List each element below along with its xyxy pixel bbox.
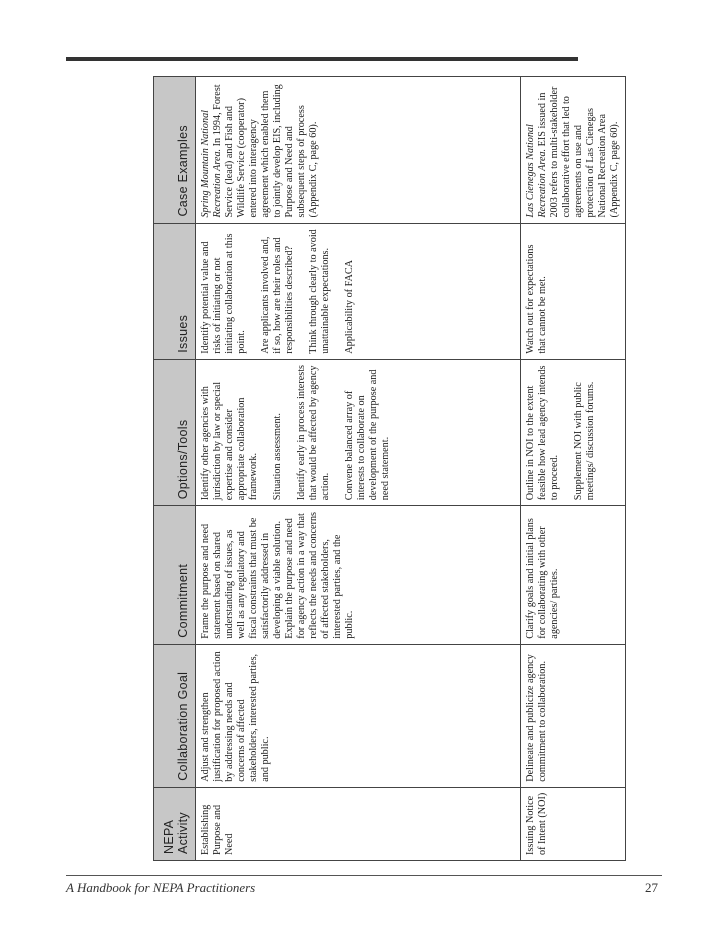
header-commitment: Commitment — [154, 506, 196, 644]
case-description: EIS issued in 2003 refers to multi-stakeholder collaborative effort that led to agreements on use and protection of Las Cienegas National Recreation Area (Appendix C, page 60). — [537, 86, 621, 218]
cell-activity: Issuing Notice of Intent (NOI) — [521, 787, 626, 860]
table-header-row — [154, 77, 196, 861]
case-description: In 1994, Forest Service (lead) and Fish and Wildlife Service (cooperator) entered into interagency agreement which enabled them to jointly develop EIS, including Purpose and Need and subsequent steps of process (Appendix C, page 60). — [212, 84, 320, 218]
page-number: 27 — [645, 880, 658, 895]
option-item: Supplement NOI with public meetings/ discussion forums. — [573, 381, 597, 501]
cell-issues — [521, 223, 626, 359]
footer-title: A Handbook for NEPA Practitioners — [66, 880, 256, 895]
cell-issues — [196, 223, 521, 359]
cell-goal: Delineate and publicize agency commitment to collaboration. — [521, 644, 626, 787]
cell-commitment: Clarify goals and initial plans for collaborating with other agencies/ parties. — [521, 506, 626, 644]
footer-rule — [66, 875, 662, 876]
cell-goal: Adjust and strengthen justification for proposed action by addressing needs and concerns of affected stakeholders, interested parties, and public. — [196, 644, 521, 787]
cell-options — [196, 359, 521, 505]
cell-options — [521, 359, 626, 505]
option-item: Situation assessment. — [272, 413, 284, 501]
issue-item: Applicability of FACA — [344, 259, 356, 354]
header-case-examples: Case Examples — [154, 77, 196, 224]
header-nepa-activity: NEPA Activity — [154, 787, 196, 860]
issue-item: Watch out for expectations that cannot be met. — [525, 244, 549, 354]
option-item: Identify early in process interests that would be affected by agency action. — [296, 364, 332, 501]
table-row — [196, 77, 521, 861]
cell-case-example — [521, 77, 626, 224]
option-item: Identify other agencies with jurisdiction by law or special expertise and consider appropriate collaboration framework. — [200, 381, 260, 501]
issue-item: Think through clearly to avoid unattainable expectations. — [308, 229, 332, 354]
header-collaboration-goal: Collaboration Goal — [154, 644, 196, 787]
top-rule — [66, 57, 578, 61]
header-issues: Issues — [154, 223, 196, 359]
cell-activity: Establishing Purpose and Need — [196, 787, 521, 860]
table-row — [521, 77, 626, 861]
issue-item: Identify potential value and risks of initiating or not initiating collaboration at this point. — [200, 233, 248, 354]
header-options-tools: Options/Tools — [154, 359, 196, 505]
option-item: Outline in NOI to the extent feasible how lead agency intends to proceed. — [525, 365, 561, 501]
cell-case-example — [196, 77, 521, 224]
nepa-collaboration-table — [153, 76, 626, 861]
rotated-table-container — [153, 76, 621, 861]
case-name: Las Cienegas National Recreation Area. — [525, 124, 549, 218]
case-name: Spring Mountain National Recreation Area. — [200, 110, 224, 218]
issue-item: Are applicants involved and, if so, how are their roles and responsibilities described? — [260, 236, 296, 354]
option-item: Convene balanced array of interests to collaborate on development of the purpose and need statement. — [344, 369, 392, 501]
cell-commitment: Frame the purpose and need statement based on shared understanding of issues, as well as any regulatory and fiscal constraints that must be satisfactorily addressed in developing a viable solution. Explain the purpose and need for agency action in a way that reflects the needs and concerns of affected stakeholders, interested parties, and the public. — [196, 506, 521, 644]
table-region — [153, 76, 621, 861]
